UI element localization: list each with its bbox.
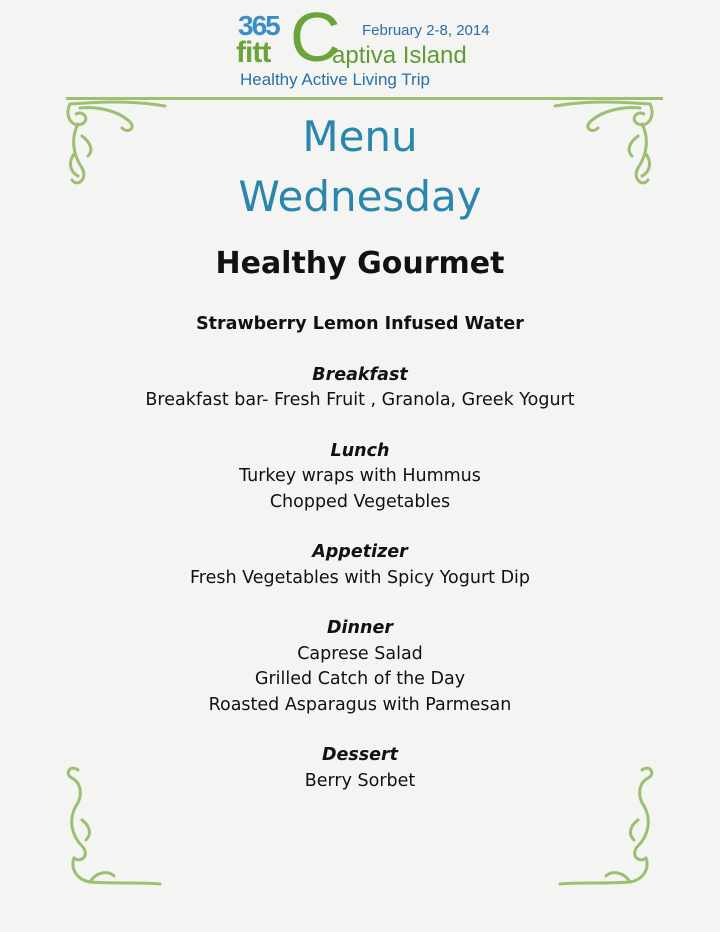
event-place: aptiva Island bbox=[332, 42, 467, 69]
menu-item: Berry Sorbet bbox=[304, 770, 416, 791]
event-tagline: Healthy Active Living Trip bbox=[240, 70, 430, 89]
menu-item: Breakfast bar- Fresh Fruit , Granola, Greek Yogurt bbox=[145, 390, 575, 410]
menu-item: Grilled Catch of the Day bbox=[254, 669, 466, 689]
menu-item: Chopped Vegetables bbox=[269, 491, 451, 512]
menu-heading: Menu bbox=[302, 112, 418, 161]
section-title: Dinner bbox=[327, 618, 393, 638]
section-lunch bbox=[0, 439, 720, 516]
section-dinner bbox=[0, 616, 720, 718]
logo-fitt-mark: fitt bbox=[236, 36, 271, 69]
menu-body bbox=[0, 312, 720, 819]
section-title: Breakfast bbox=[312, 364, 408, 385]
section-dessert bbox=[0, 743, 720, 794]
logo-c-mark: C bbox=[290, 0, 341, 76]
logo-365-mark: 365 bbox=[238, 10, 279, 41]
event-date: February 2-8, 2014 bbox=[362, 22, 490, 39]
event-logo bbox=[236, 0, 496, 98]
menu-item: Caprese Salad bbox=[297, 643, 423, 664]
menu-item: Turkey wraps with Hummus bbox=[239, 466, 481, 486]
menu-item: Roasted Asparagus with Parmesan bbox=[208, 694, 512, 715]
drink-item: Strawberry Lemon Infused Water bbox=[196, 314, 524, 334]
section-title: Appetizer bbox=[312, 542, 408, 562]
menu-item: Fresh Vegetables with Spicy Yogurt Dip bbox=[189, 567, 531, 588]
section-appetizer bbox=[0, 540, 720, 591]
theme-heading: Healthy Gourmet bbox=[215, 246, 505, 281]
section-title: Dessert bbox=[321, 745, 399, 765]
section-title: Lunch bbox=[330, 440, 390, 461]
day-heading: Wednesday bbox=[238, 172, 482, 221]
section-breakfast bbox=[0, 363, 720, 414]
